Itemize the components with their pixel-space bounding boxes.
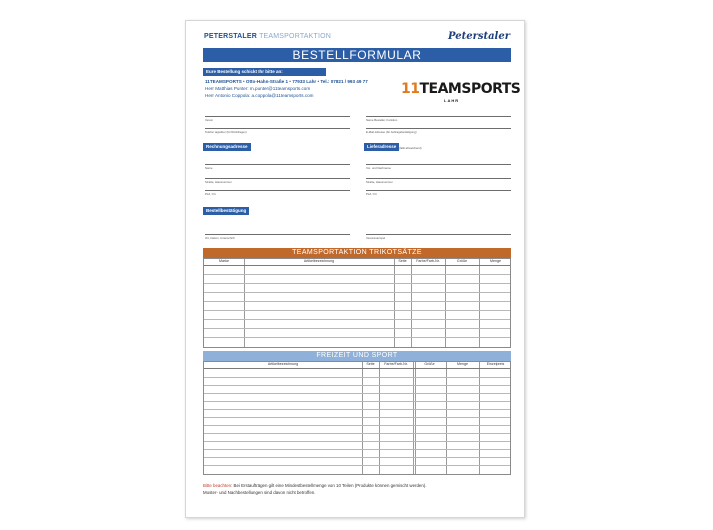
table1-row[interactable] bbox=[204, 301, 510, 302]
table2-col-seite: Seite bbox=[366, 362, 375, 366]
email-field[interactable]: E-Mail-Adresse (für Auftragsbestätigung) bbox=[366, 128, 511, 134]
club-stamp-field[interactable]: Vereinsstempel bbox=[366, 234, 511, 240]
shipping-name-field[interactable]: Vor- und Nachname bbox=[366, 164, 511, 170]
table2-row[interactable] bbox=[204, 433, 510, 434]
brand-header bbox=[204, 33, 331, 40]
peterstaler-logo: Peterstaler bbox=[447, 31, 510, 42]
table2-row[interactable] bbox=[204, 393, 510, 394]
table1-col-seite: Seite bbox=[398, 259, 407, 263]
table1-col-farbe: Farbe/Farb-Nr. bbox=[416, 259, 440, 263]
table2-row[interactable] bbox=[204, 457, 510, 458]
signature-field[interactable]: Ort, Datum, Unterschrift bbox=[205, 234, 350, 240]
brand-bold: PETERSTALER bbox=[204, 33, 258, 40]
table2-grid bbox=[203, 361, 511, 475]
billing-name-field[interactable]: Name bbox=[205, 164, 350, 170]
table2-col-menge: Menge bbox=[457, 362, 468, 366]
table1-grid bbox=[203, 258, 511, 348]
table1-divider bbox=[244, 259, 245, 347]
shipping-city-field[interactable]: PLZ, Ort bbox=[366, 190, 511, 196]
table2-row[interactable] bbox=[204, 377, 510, 378]
team-logo-city: LAHR bbox=[444, 98, 460, 103]
table2-row[interactable] bbox=[204, 441, 510, 442]
table2-col-einzelpreis: Einzelpreis bbox=[486, 362, 505, 366]
table2-row[interactable] bbox=[204, 465, 510, 466]
table1-row[interactable] bbox=[204, 319, 510, 320]
table2-row[interactable] bbox=[204, 385, 510, 386]
telefon-field[interactable]: Telefon tagsüber (für Rückfragen) bbox=[205, 128, 350, 134]
table2-row[interactable] bbox=[204, 449, 510, 450]
contact-line-punter: Herr Matthias Punter: m.punter@11teamsports.com bbox=[205, 86, 311, 91]
team-logo-text: TEAMSPORTS bbox=[419, 81, 521, 97]
table1-col-menge: Menge bbox=[490, 259, 501, 263]
billing-city-field[interactable]: PLZ, Ort bbox=[205, 190, 350, 196]
footer-note-text: Bei Erstaufträgen gilt eine Mindestbestellmenge von 10 Teilen (Produkte können gemischt werden). bbox=[232, 483, 427, 488]
table1-row[interactable] bbox=[204, 328, 510, 329]
table2-row[interactable] bbox=[204, 401, 510, 402]
table1-row[interactable] bbox=[204, 283, 510, 284]
team-logo-number: 11 bbox=[401, 81, 420, 97]
table2-title: FREIZEIT UND SPORT bbox=[203, 351, 511, 361]
table1-col-marke: Marke bbox=[219, 259, 229, 263]
table1-divider bbox=[445, 259, 446, 347]
table1-divider bbox=[394, 259, 395, 347]
table1-col-groesse: Größe bbox=[456, 259, 468, 263]
footer-note-line1 bbox=[203, 483, 427, 488]
besteller-field[interactable]: Name Besteller, Funktion bbox=[366, 116, 511, 122]
table1-row[interactable] bbox=[204, 337, 510, 338]
shipping-street-field[interactable]: Straße, Hausnummer bbox=[366, 178, 511, 184]
shipping-title: Lieferadresse bbox=[364, 143, 399, 151]
billing-title: Rechnungsadresse bbox=[203, 143, 251, 151]
contact-line-address: 11TEAMSPORTS • Otto-Hahn-Straße 1 • 77933 Lahr • Tel.: 07821 / 993 49 77 bbox=[205, 79, 368, 84]
page-title: BESTELLFORMULAR bbox=[203, 48, 511, 62]
footer-note-line2: Muster- und Nachbestellungen sind davon nicht betroffen. bbox=[203, 490, 316, 495]
table1-divider bbox=[479, 259, 480, 347]
confirm-title: Bestellbestätigung bbox=[203, 207, 249, 215]
table2-col-groesse: Größe bbox=[424, 362, 435, 366]
shipping-note: (falls abweichend) bbox=[399, 146, 422, 150]
table1-col-artikel: Artikelbezeichnung bbox=[303, 259, 335, 263]
footer-note-bold: Bitte beachten: bbox=[203, 483, 233, 488]
team-logo bbox=[401, 81, 520, 97]
contact-line-coppola: Herr Antonio Coppola: a.coppola@11teamsports.com bbox=[205, 93, 314, 98]
table2-row[interactable] bbox=[204, 409, 510, 410]
brand-thin: TEAMSPORTAKTION bbox=[259, 33, 332, 40]
verein-field[interactable]: Verein bbox=[205, 116, 350, 122]
table2-row[interactable] bbox=[204, 417, 510, 418]
send-label: Eure Bestellung schickt Ihr bitte an: bbox=[203, 68, 326, 76]
table2-header-rule bbox=[204, 368, 510, 369]
table2-col-artikel: Artikelbezeichnung bbox=[267, 362, 299, 366]
table2-row[interactable] bbox=[204, 425, 510, 426]
table1-divider bbox=[411, 259, 412, 347]
order-form-sheet bbox=[185, 20, 525, 518]
billing-street-field[interactable]: Straße, Hausnummer bbox=[205, 178, 350, 184]
table1-row[interactable] bbox=[204, 274, 510, 275]
table1-header-rule bbox=[204, 265, 510, 266]
table2-col-farbe: Farbe/Farb-Nr. bbox=[384, 362, 408, 366]
table1-row[interactable] bbox=[204, 292, 510, 293]
table1-title: TEAMSPORTAKTION TRIKOTSÄTZE bbox=[203, 248, 511, 258]
table1-row[interactable] bbox=[204, 310, 510, 311]
